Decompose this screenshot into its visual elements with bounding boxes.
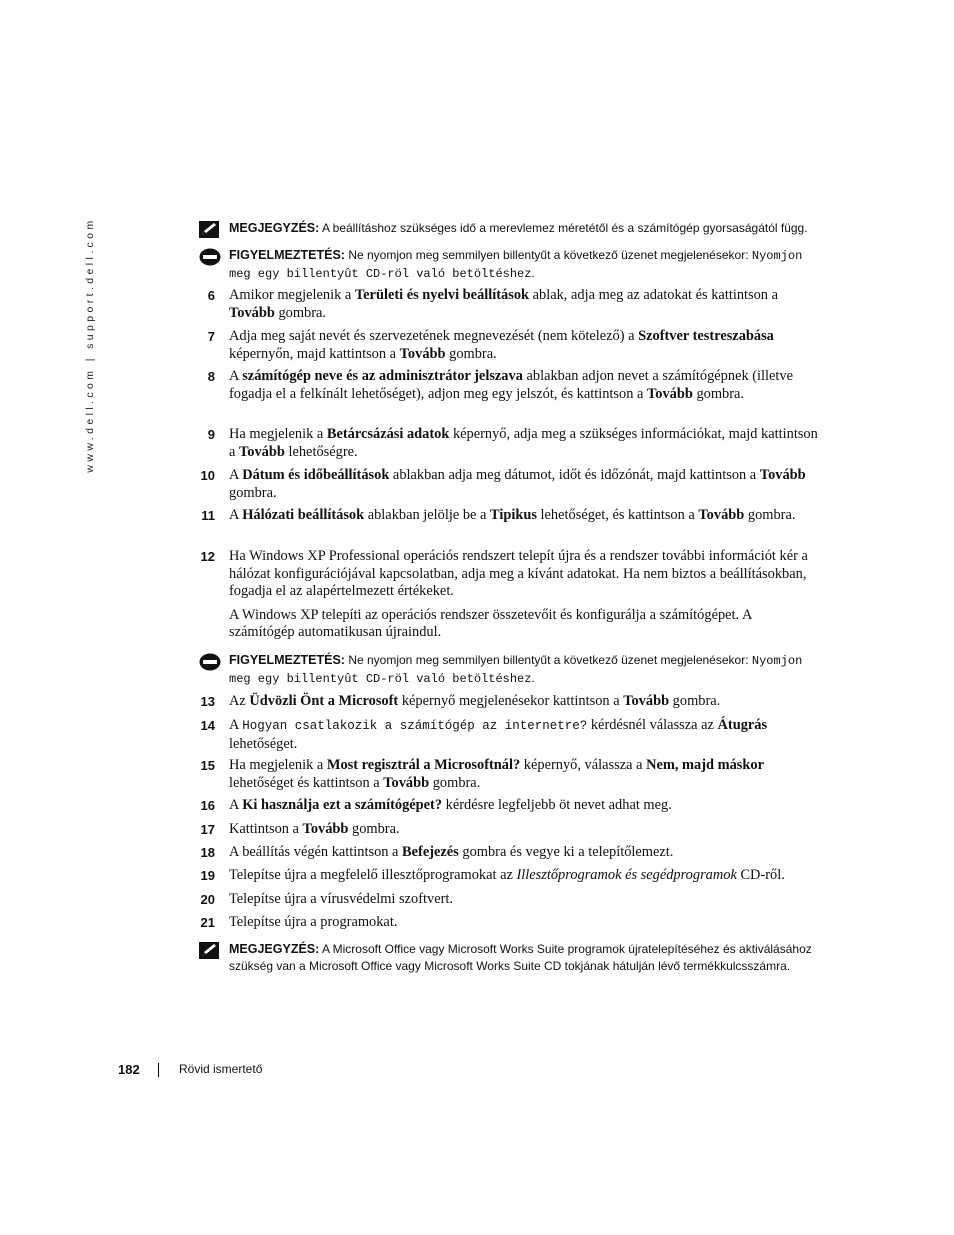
step-8: 8 A számítógép neve és az adminisztrátor jelszava ablakban adjon nevet a számítógépnek (illetve fogadja el a felkínált lehetőséget), adjon meg egy jelszót, és kattintson a Tovább gombra. [207, 368, 794, 402]
note-code-cont: meg egy billentyût CD-röl való betöltéshez [229, 267, 532, 281]
note-megjegyzes-2 [199, 941, 819, 975]
step-13: 13 Az Üdvözli Önt a Microsoft képernyő megjelenésekor kattintson a Tovább gombra. [200, 693, 721, 709]
step-6: 6 Amikor megjelenik a Területi és nyelvi beállítások ablak, adja meg az adatokat és kattintson a Tovább gombra. [207, 287, 778, 321]
note-figyelmeztetes: FIGYELMEZTETÉS: Ne nyomjon meg semmilyen billentyűt a következő üzenet megjelenésekor: Nyomjon meg egy billentyût CD-röl való betöltéshez. [199, 247, 819, 283]
note-text: A beállításhoz szükséges idő a merevlemez méretétől és a számítógép gyorsaságától függ. [321, 221, 808, 235]
note-code: Nyomjon [751, 654, 803, 668]
step-14: 14 A Hogyan csatlakozik a számítógép az internetre? kérdésnél válassza az Átugrás lehetőséget. [200, 717, 768, 752]
step-20: 20 Telepítse újra a vírusvédelmi szoftvert. [200, 891, 453, 907]
note-text: Ne nyomjon meg semmilyen billentyűt a következő üzenet megjelenésekor: [348, 248, 749, 262]
step-18: 18 A beállítás végén kattintson a Befejezés gombra és vegye ki a telepítőlemezt. [200, 844, 674, 860]
step-16: 16 A Ki használja ezt a számítógépet? kérdésre legfeljebb öt nevet adhat meg. [200, 797, 672, 813]
pencil-note-icon [199, 221, 219, 238]
sidebar-url: www.dell.com | support.dell.com [84, 217, 96, 473]
warning-icon [199, 653, 221, 671]
step-17: 17 Kattintson a Tovább gombra. [200, 821, 400, 837]
note-label: FIGYELMEZTETÉS: [229, 653, 345, 667]
note-code-cont: meg egy billentyût CD-röl való betöltéshez [229, 672, 532, 686]
section-title: Rövid ismertető [179, 1062, 263, 1076]
step-9: 9 Ha megjelenik a Betárcsázási adatok képernyő, adja meg a szükséges információkat, majd kattintson a Tovább lehetőségre. [207, 426, 818, 460]
step-10: 10 A Dátum és időbeállítások ablakban adja meg dátumot, időt és időzónát, majd kattintson a Tovább gombra. [200, 467, 806, 501]
note-code: Nyomjon [751, 249, 803, 263]
step-21: 21 Telepítse újra a programokat. [200, 914, 398, 930]
step-19: 19 Telepítse újra a megfelelő illesztőprogramokat az Illesztőprogramok és segédprogramok CD-ről. [200, 867, 785, 883]
step-7: 7 Adja meg saját nevét és szervezetének megnevezését (nem kötelező) a Szoftver testreszabása képernyőn, majd kattintson a Tovább gombra. [207, 328, 774, 362]
note-label: FIGYELMEZTETÉS: [229, 248, 345, 262]
step-11: 11 A Hálózati beállítások ablakban jelölje be a Tipikus lehetőséget, és kattintson a Tovább gombra. [201, 507, 796, 523]
footer-divider [158, 1063, 159, 1077]
warning-icon [199, 248, 221, 266]
note-label: MEGJEGYZÉS: [229, 221, 320, 235]
note-megjegyzes [199, 220, 819, 237]
note-text: Ne nyomjon meg semmilyen billentyűt a következő üzenet megjelenésekor: [348, 653, 749, 667]
note-text: A Microsoft Office vagy Microsoft Works Suite programok újratelepítéséhez és aktiválásához szükség van a Microsoft Office vagy Microsoft Works Suite CD tokjának hátulján lévő termékkulcsszámra. [229, 942, 812, 973]
step-15: 15 Ha megjelenik a Most regisztrál a Microsoftnál? képernyő, válassza a Nem, majd máskor lehetőséget és kattintson a Tovább gombra. [200, 757, 764, 791]
page-footer [118, 1062, 263, 1077]
note-figyelmeztetes-2: FIGYELMEZTETÉS: Ne nyomjon meg semmilyen billentyűt a következő üzenet megjelenésekor: Nyomjon meg egy billentyût CD-röl való betöltéshez. [199, 652, 819, 688]
note-label: MEGJEGYZÉS: [229, 942, 320, 956]
step-12: 12 Ha Windows XP Professional operációs rendszert telepít újra és a rendszer további információt kér a hálózat konfigurációjával kapcsolatban, adja meg a kívánt adatokat. Ha nem biztos a beállításokban, fogadja el az alapértelmezett értékeket. A Windows XP telepíti az operációs rendszer összetevőit és konfigurálja a számítógépet. A számítógép automatikusan újraindul. [200, 548, 808, 640]
pencil-note-icon [199, 942, 219, 959]
page-number: 182 [118, 1062, 140, 1077]
